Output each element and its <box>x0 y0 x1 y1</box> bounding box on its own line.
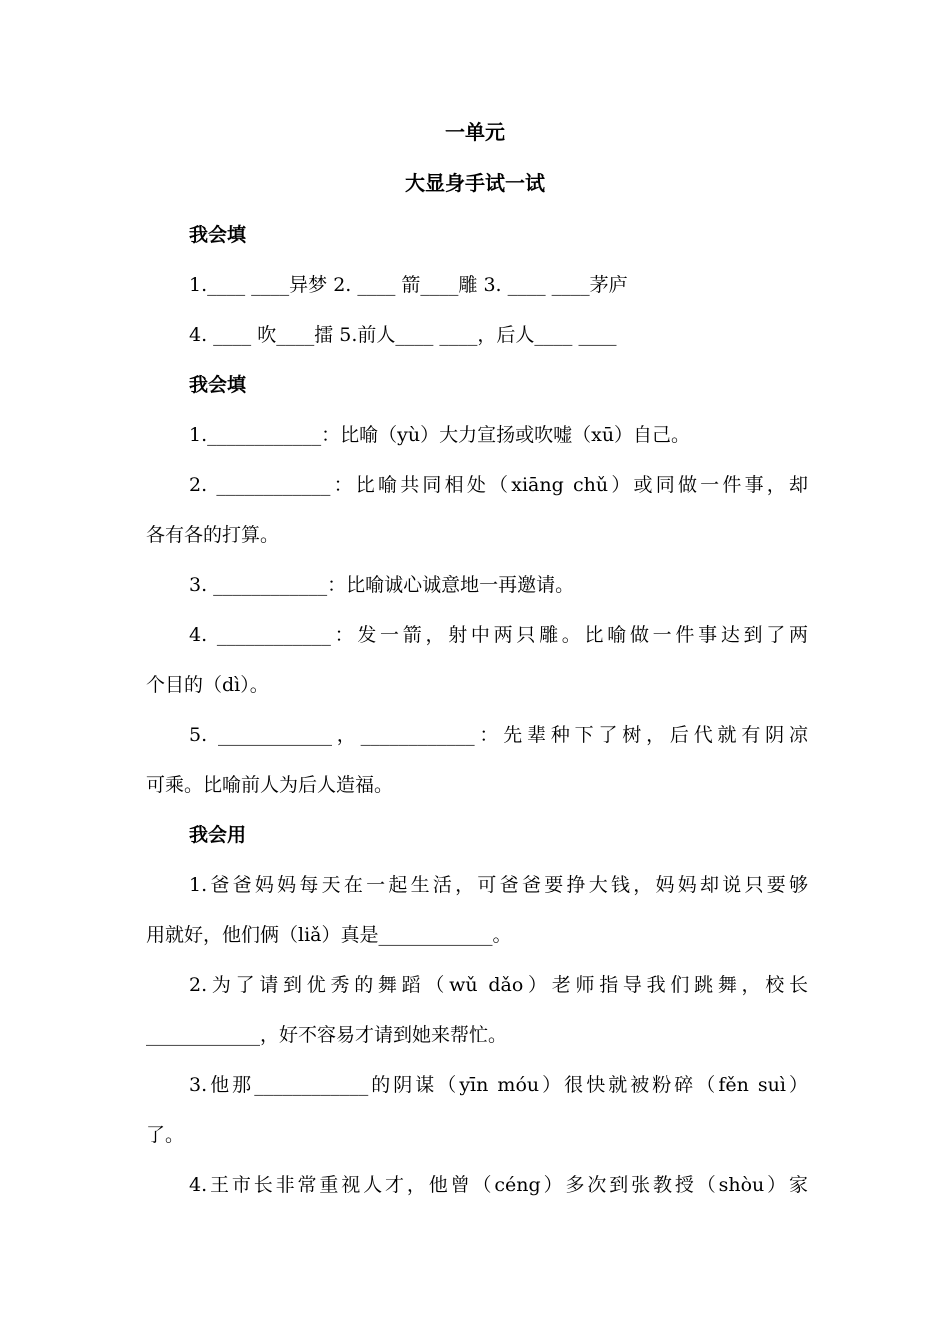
section-1-line-2: 4. ____ 吹____擂 5.前人____ ____，后人____ ____ <box>189 324 617 346</box>
section-3-heading: 我会用 <box>189 824 247 846</box>
section-1-line-1: 1.____ ____异梦 2. ____ 箭____雕 3. ____ ____茅庐 <box>189 274 628 296</box>
section-1-heading: 我会填 <box>189 224 247 246</box>
section-2-heading: 我会填 <box>189 374 247 396</box>
section-2-item-4-cont: 个目的（dì）。 <box>146 674 269 696</box>
section-2-item-2-cont: 各有各的打算。 <box>146 524 280 546</box>
section-3-item-3: 3.他那____________的阴谋（yīn móu）很快就被粉碎（fěn suì） <box>189 1074 808 1096</box>
section-3-item-2: 2.为了请到优秀的舞蹈（wǔ dǎo）老师指导我们跳舞，校长 <box>189 974 808 996</box>
section-3-item-2-cont: ____________，好不容易才请到她来帮忙。 <box>146 1024 508 1046</box>
section-3-item-4: 4.王市长非常重视人才，他曾（céng）多次到张教授（shòu）家 <box>189 1174 808 1196</box>
section-3-item-1-cont: 用就好，他们俩（liǎ）真是____________。 <box>146 924 512 946</box>
page-title: 一单元 <box>445 120 505 144</box>
section-3-item-3-cont: 了。 <box>146 1124 185 1146</box>
section-2-item-1: 1.____________：比喻（yù）大力宣扬或吹嘘（xū）自己。 <box>189 424 691 446</box>
section-2-item-2: 2. ____________：比喻共同相处（xiāng chǔ）或同做一件事，却 <box>189 474 808 496</box>
section-2-item-3: 3. ____________：比喻诚心诚意地一再邀请。 <box>189 574 575 596</box>
section-2-item-4: 4. ____________：发一箭，射中两只雕。比喻做一件事达到了两 <box>189 624 808 646</box>
section-2-item-5: 5. ____________，____________：先辈种下了树，后代就有阴凉 <box>189 724 808 746</box>
section-3-item-1: 1.爸爸妈妈每天在一起生活，可爸爸要挣大钱，妈妈却说只要够 <box>189 874 808 896</box>
section-2-item-5-cont: 可乘。比喻前人为后人造福。 <box>146 774 394 796</box>
page-subtitle: 大显身手试一试 <box>405 171 545 195</box>
